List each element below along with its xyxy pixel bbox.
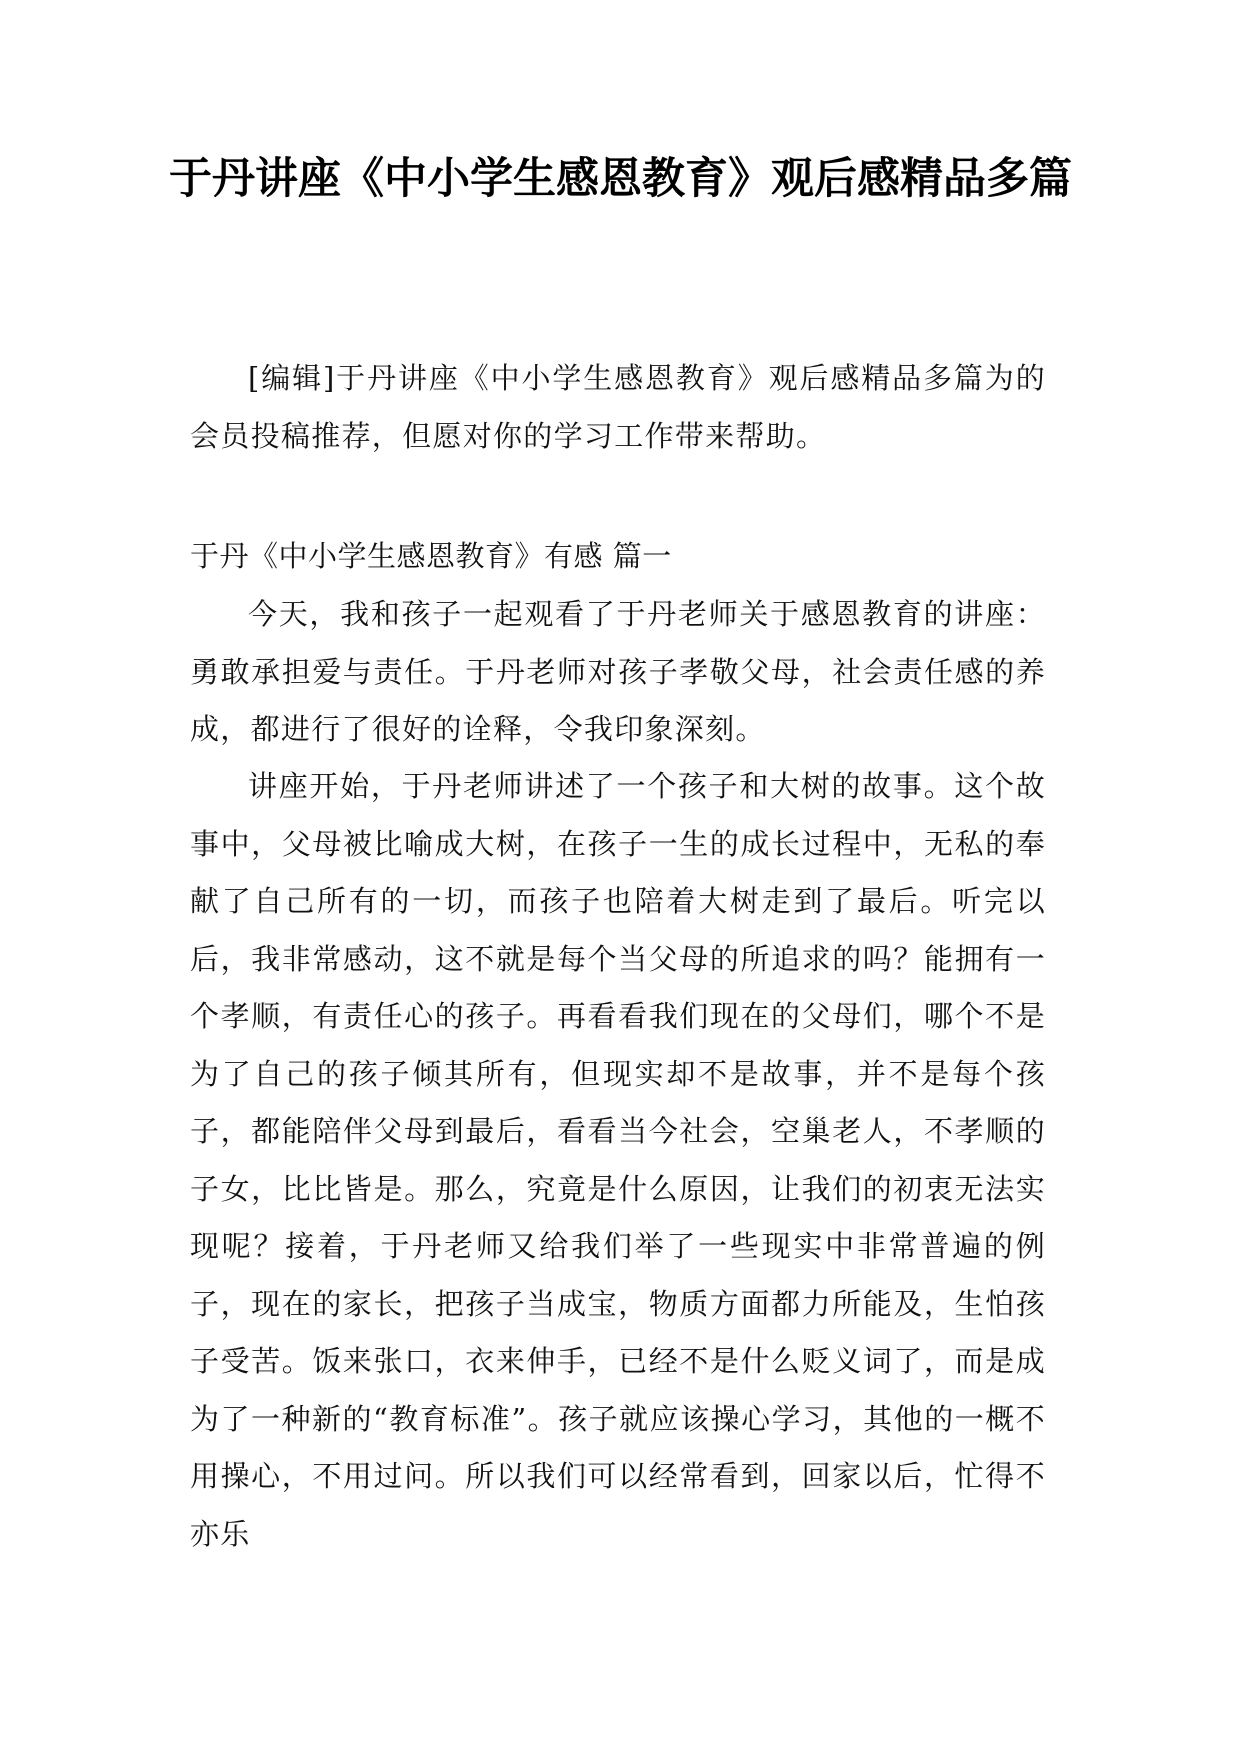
document-title: 于丹讲座《中小学生感恩教育》观后感精品多篇 xyxy=(169,154,1072,204)
body-paragraph-2: 讲座开始，于丹老师讲述了一个孩子和大树的故事。这个故事中，父母被比喻成大树，在孩子一生的成长过程中，无私的奉献了自己所有的一切，而孩子也陪着大树走到了最后。听完以后，我非常感动，这不就是每个当父母的所追求的吗？能拥有一个孝顺，有责任心的孩子。再看看我们现在的父母们，哪个不是为了自己的孩子倾其所有，但现实却不是故事，并不是每个孩子，都能陪伴父母到最后，看看当今社会，空巢老人，不孝顺的子女，比比皆是。那么，究竟是什么原因，让我们的初衷无法实现呢？接着，于丹老师又给我们举了一些现实中非常普遍的例子，现在的家长，把孩子当成宝，物质方面都力所能及，生怕孩子受苦。饭来张口，衣来伸手，已经不是什么贬义词了，而是成为了一种新的“教育标准”。孩子就应该操心学习，其他的一概不用操心，不用过问。所以我们可以经常看到，回家以后，忙得不亦乐 xyxy=(190,769,1046,1551)
intro-paragraph: [编辑]于丹讲座《中小学生感恩教育》观后感精品多篇为的会员投稿推荐，但愿对你的学习工作带来帮助。 xyxy=(190,361,1046,453)
section-heading: 于丹《中小学生感恩教育》有感 篇一 xyxy=(190,539,672,573)
body-paragraph-1: 今天，我和孩子一起观看了于丹老师关于感恩教育的讲座：勇敢承担爱与责任。于丹老师对孩子孝敬父母，社会责任感的养成，都进行了很好的诠释，令我印象深刻。 xyxy=(190,597,1046,746)
